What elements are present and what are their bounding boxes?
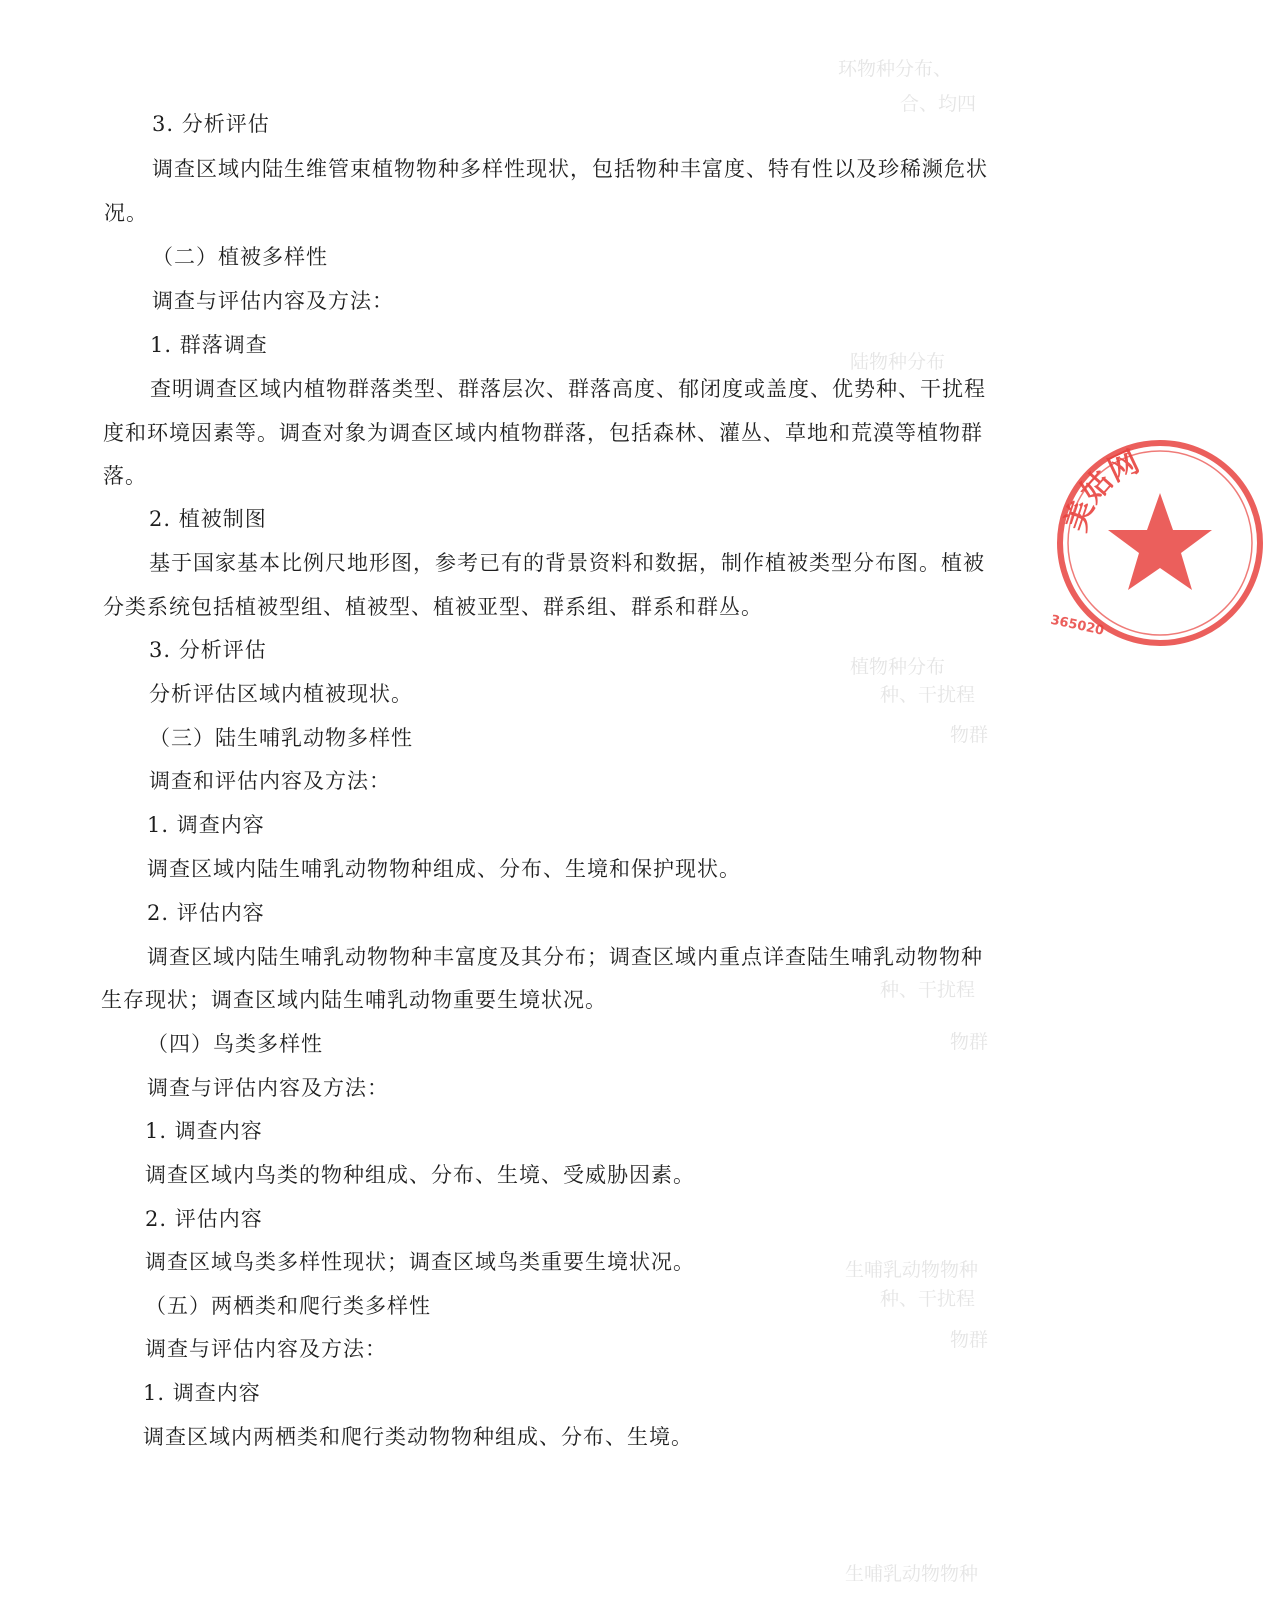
ghost-text: 物群 (950, 1329, 989, 1351)
section-heading: （四）鸟类多样性 (147, 1032, 323, 1056)
paragraph-line: 查明调查区域内植物群落类型、群落层次、群落高度、郁闭度或盖度、优势种、干扰程 (150, 377, 986, 401)
ghost-text: 植物种分布 (850, 656, 946, 678)
section-heading: 1. 调查内容 (145, 1119, 263, 1143)
paragraph-line: 调查区域鸟类多样性现状；调查区域鸟类重要生境状况。 (145, 1250, 695, 1274)
paragraph-line: 生存现状；调查区域内陆生哺乳动物重要生境状况。 (101, 988, 607, 1012)
section-heading: 3. 分析评估 (152, 112, 270, 136)
paragraph-line: 度和环境因素等。调查对象为调查区域内植物群落，包括森林、灌丛、草地和荒漠等植物群 (103, 421, 983, 445)
ghost-text: 物群 (950, 724, 989, 746)
ghost-text: 物群 (950, 1031, 989, 1053)
section-heading: （五）两栖类和爬行类多样性 (145, 1294, 431, 1318)
paragraph-line: 调查与评估内容及方法： (147, 1076, 389, 1100)
ghost-text: 种、干扰程 (880, 684, 976, 706)
paragraph-line: 调查区域内陆生哺乳动物物种丰富度及其分布；调查区域内重点详查陆生哺乳动物物种 (147, 945, 983, 969)
paragraph-line: 调查区域内两栖类和爬行类动物物种组成、分布、生境。 (143, 1425, 693, 1449)
paragraph-line: 落。 (103, 464, 147, 488)
ghost-text: 种、干扰程 (880, 979, 976, 1001)
ghost-text: 陆物种分布 (850, 351, 946, 373)
seal-text: 美姑网 (1058, 444, 1145, 536)
seal-number: 365020 (1049, 612, 1106, 639)
ghost-text: 合、均四 (900, 93, 977, 115)
section-heading: 1. 群落调查 (150, 333, 268, 357)
paragraph-line: 调查和评估内容及方法： (149, 769, 391, 793)
official-seal (1049, 438, 1265, 648)
paragraph-line: 分析评估区域内植被现状。 (149, 682, 413, 706)
paragraph-line: 调查与评估内容及方法： (145, 1337, 387, 1361)
paragraph-line: 调查区域内鸟类的物种组成、分布、生境、受威胁因素。 (145, 1163, 695, 1187)
section-heading: 2. 评估内容 (147, 901, 265, 925)
section-heading: （三）陆生哺乳动物多样性 (149, 726, 413, 750)
ghost-text: 环物种分布、 (838, 58, 953, 80)
ghost-text: 生哺乳动物物种 (845, 1259, 979, 1281)
section-heading: 1. 调查内容 (143, 1381, 261, 1405)
ghost-text: 生哺乳动物物种 (845, 1563, 979, 1585)
paragraph-line: 况。 (104, 201, 148, 225)
section-heading: 2. 评估内容 (145, 1207, 263, 1231)
paragraph-line: 调查区域内陆生维管束植物物种多样性现状，包括物种丰富度、特有性以及珍稀濒危状 (152, 157, 988, 181)
ghost-text: 种、干扰程 (880, 1288, 976, 1310)
section-heading: 2. 植被制图 (149, 507, 267, 531)
section-heading: 1. 调查内容 (147, 813, 265, 837)
section-heading: （二）植被多样性 (152, 245, 328, 269)
paragraph-line: 基于国家基本比例尺地形图，参考已有的背景资料和数据，制作植被类型分布图。植被 (149, 551, 985, 575)
section-heading: 3. 分析评估 (149, 638, 267, 662)
paragraph-line: 分类系统包括植被型组、植被型、植被亚型、群系组、群系和群丛。 (103, 595, 763, 619)
paragraph-line: 调查区域内陆生哺乳动物物种组成、分布、生境和保护现状。 (147, 857, 741, 881)
paragraph-line: 调查与评估内容及方法： (152, 289, 394, 313)
